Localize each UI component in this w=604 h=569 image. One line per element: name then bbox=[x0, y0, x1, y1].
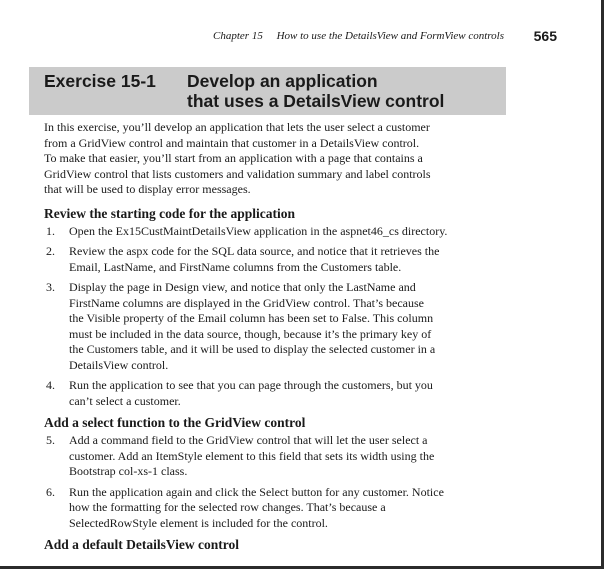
intro-line: In this exercise, you’ll develop an application that lets the user select a customer bbox=[44, 120, 430, 134]
intro-line: To make that easier, you’ll start from an application with a page that contains a bbox=[44, 151, 423, 165]
step-line: Email, LastName, and FirstName columns from the Customers table. bbox=[69, 259, 402, 274]
exercise-title-line: Develop an application bbox=[187, 71, 378, 91]
step-item bbox=[44, 244, 514, 275]
intro-line: from a GridView control and maintain that customer in a DetailsView control. bbox=[44, 135, 420, 150]
step-line: can’t select a customer. bbox=[69, 393, 181, 408]
step-number: 6. bbox=[46, 484, 55, 499]
step-line: the Visible property of the Email column has been set to False. This column bbox=[69, 311, 434, 325]
step-line: Run the application again and click the Select button for any customer. Notice bbox=[69, 484, 444, 499]
step-line: how the formatting for the selected row changes. That’s because a bbox=[69, 500, 386, 514]
step-line: SelectedRowStyle element is included for the control. bbox=[69, 515, 328, 530]
step-line: Add a command field to the GridView control that will let the user select a bbox=[69, 433, 428, 447]
step-line: FirstName columns are displayed in the GridView control. That’s because bbox=[69, 295, 424, 310]
exercise-title-line: that uses a DetailsView control bbox=[187, 91, 445, 111]
step-line: Bootstrap col-xs-1 class. bbox=[69, 464, 188, 478]
step-number: 1. bbox=[46, 223, 55, 238]
step-item bbox=[44, 433, 514, 480]
section-heading: Review the starting code for the application bbox=[44, 205, 295, 221]
step-number: 3. bbox=[46, 280, 55, 294]
section-heading: Add a select function to the GridView control bbox=[44, 415, 306, 430]
step-line: DetailsView control. bbox=[69, 357, 169, 372]
step-number: 5. bbox=[46, 433, 55, 447]
step-item bbox=[44, 280, 514, 373]
step-line: Open the Ex15CustMaintDetailsView application in the aspnet46_cs directory. bbox=[69, 223, 448, 238]
exercise-banner bbox=[29, 67, 506, 115]
running-head bbox=[0, 28, 600, 44]
intro-paragraph bbox=[44, 120, 514, 198]
step-line: the Customers table, and it will be used to display the selected customer in a bbox=[69, 342, 436, 356]
step-number: 4. bbox=[46, 378, 55, 392]
step-line: customer. Add an ItemStyle element to this field that sets its width using the bbox=[69, 448, 435, 463]
exercise-label: Exercise 15-1 bbox=[44, 71, 156, 91]
exercise-title bbox=[187, 71, 444, 111]
step-line: must be included in the data source, though, because it’s the primary key of bbox=[69, 326, 432, 341]
section-heading: Add a default DetailsView control bbox=[44, 537, 239, 552]
step-item bbox=[44, 485, 514, 532]
step-list bbox=[44, 224, 514, 410]
intro-line: GridView control that lists customers and validation summary and label controls bbox=[44, 166, 431, 181]
page-number: 565 bbox=[533, 28, 557, 44]
step-line: Display the page in Design view, and notice that only the LastName and bbox=[69, 280, 416, 294]
exercise-content bbox=[44, 120, 514, 555]
chapter-heading: Chapter 15 How to use the DetailsView and FormView controls bbox=[213, 30, 504, 42]
step-item bbox=[44, 224, 514, 240]
step-line: Review the aspx code for the SQL data source, and notice that it retrieves the bbox=[69, 244, 440, 258]
step-number: 2. bbox=[46, 244, 55, 258]
intro-line: that will be used to display error messages. bbox=[44, 182, 251, 196]
step-line: Run the application to see that you can page through the customers, but you bbox=[69, 378, 433, 392]
step-list bbox=[44, 433, 514, 531]
step-item bbox=[44, 378, 514, 409]
